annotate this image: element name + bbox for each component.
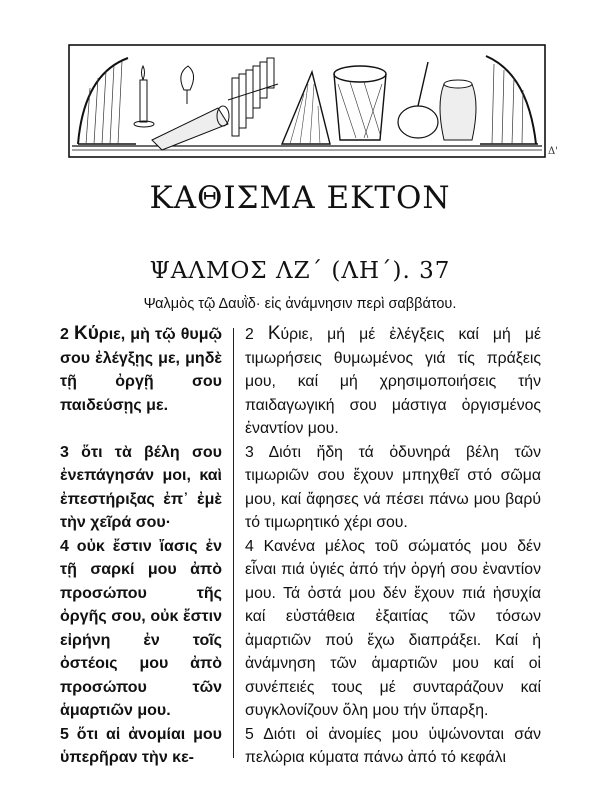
translation-column <box>245 322 541 770</box>
verse-5-original <box>60 723 222 770</box>
page-signature-mark: Δ' <box>548 146 558 157</box>
verse-text: ὅτι τὰ βέλη σου ἐνεπάγησάν μοι, καὶ ἐπεστήριξας ἐπ᾿ ἐμὲ τὴν χεῖρά σου· <box>60 443 222 531</box>
verse-4-original <box>60 535 222 723</box>
verse-3-original <box>60 441 222 535</box>
verse-number: 2 <box>60 326 69 343</box>
verse-2-translation <box>245 322 541 441</box>
verse-number: 4 <box>60 537 69 555</box>
verse-text: Διότι οἱ ἀνομίες μου ὑψώνονται σάν πελώρια κύματα πάνω ἀπό τό κεφάλι <box>245 725 541 766</box>
verse-number: 3 <box>245 443 254 461</box>
verse-text: ύριε, μή μέ ἐλέγξεις καί μή μέ τιμωρήσεις θυμωμένος γιά τίς πράξεις μου, καί μή χρησιμοποιήσεις τήν παιδαγωγική σου μάστιγα ὀργισμένος ἐναντίον μου. <box>245 326 541 437</box>
verse-3-translation <box>245 441 541 535</box>
verse-4-translation <box>245 535 541 723</box>
drop-letter: Κ <box>267 323 281 344</box>
original-text-column <box>60 322 222 770</box>
verse-number: 5 <box>60 725 69 743</box>
psalm-subtitle: Ψαλμὸς τῷ Δαυῒδ· εἰς ἀνάμνησιν περὶ σαββάτου. <box>143 296 457 312</box>
verse-number: 5 <box>245 725 254 743</box>
verse-2-original <box>60 322 222 417</box>
verse-number: 4 <box>245 537 254 555</box>
verse-5-translation <box>245 723 541 770</box>
kathisma-heading: ΚΑΘΙΣΜΑ ΕΚΤΟΝ <box>149 180 451 216</box>
column-divider <box>233 328 234 758</box>
verse-text: ριε, μὴ τῷ θυμῷ σου ἐλέγξῃς με, μηδὲ τῇ ὀργῇ σου παιδεύσῃς με. <box>60 326 222 414</box>
verse-text: Κανένα μέλος τοῦ σώματός μου δέν εἶναι πιά ὑγιές ἀπό τήν ὀργή σου ἐναντίον μου. Τά ὀστά μου δέν ἔχουν πιά ἡσυχία καί εὐστάθεια ἐξαιτίας τῶν τόσων ἁμαρτιῶν πού ἔχω διαπράξει. Καί ἡ ἀνάμνηση τῶν ἁμαρτιῶν μου καί οἱ συνέπειές τους μέ συνταράζουν καί συγκλονίζουν ὅλη μου τήν ὕπαρξη. <box>245 537 541 719</box>
verse-text: οὐκ ἔστιν ἴασις ἐν τῇ σαρκί μου ἀπὸ προσώπου τῆς ὀργῆς σου, οὐκ ἔστιν εἰρήνη ἐν τοῖς ὀστέοις μου ἀπὸ προσώπου τῶν ἁμαρτιῶν μου. <box>60 537 222 719</box>
verse-text: Διότι ἤδη τά ὀδυνηρά βέλη τῶν τιμωριῶν σου ἔχουν μπηχθεῖ στό σῶμα μου, καί ἄφησες νά πέσει πάνω μου βαρύ τό τιμωρητικό χέρι σου. <box>245 443 541 531</box>
verse-number: 2 <box>245 326 254 343</box>
verse-number: 3 <box>60 443 69 461</box>
psalm-title: ΨΑΛΜΟΣ ΛΖ΄ (ΛΗ΄). 37 <box>149 258 451 284</box>
drop-letter: Κύ <box>74 323 99 344</box>
decorative-banner-illustration <box>68 44 546 158</box>
verse-text: ὅτι αἱ ἀνομίαι μου ὑπερῆραν τὴν κε- <box>60 725 222 766</box>
